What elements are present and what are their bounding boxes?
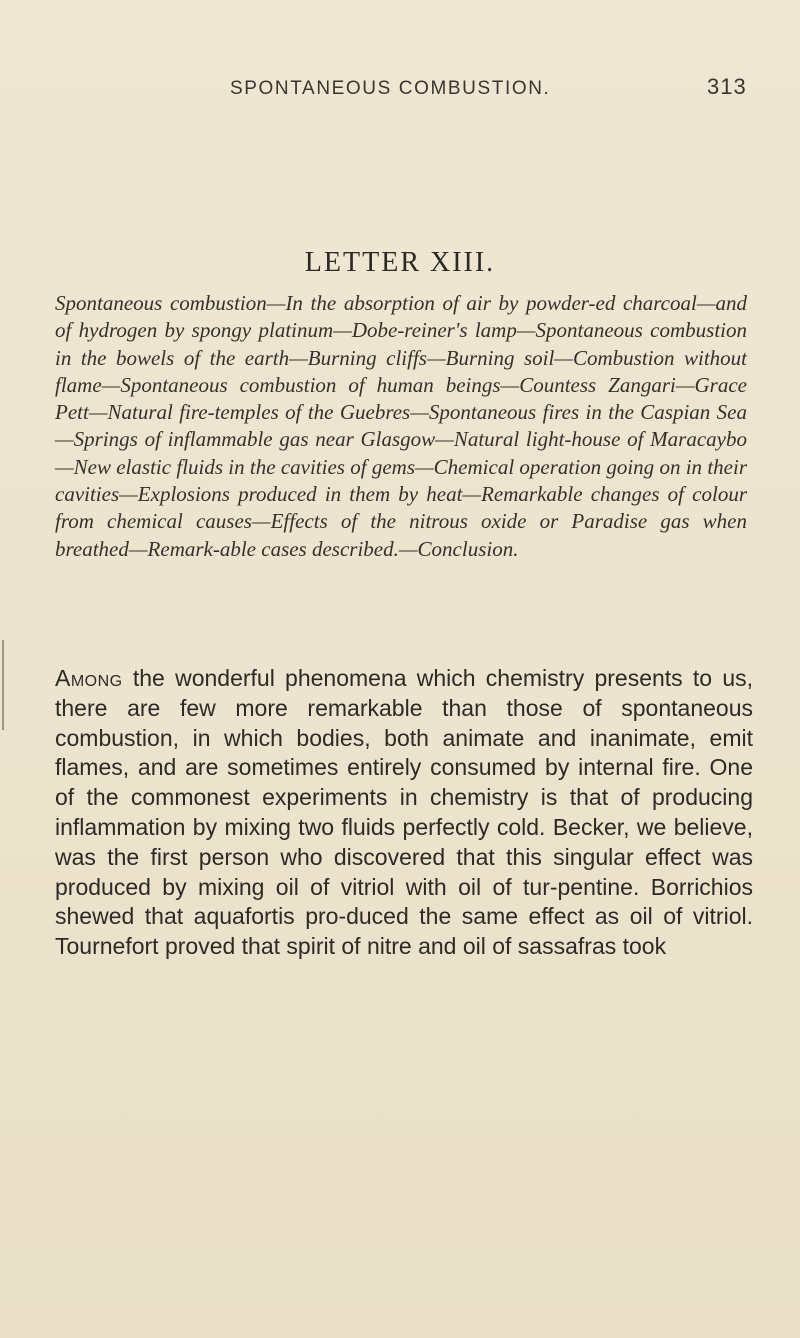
paragraph-text: the wonderful phenomena which chemistry presents to us, there are few more remarkable than those of spontaneous combustion, in which bodies, both animate and inanimate, emit flames, and are sometimes entirely consumed by internal fire. One of the commonest experiments in chemistry is that of producing inflammation by mixing two fluids perfectly cold. Becker, we believe, was the first person who discovered that this singular effect was produced by mixing oil of vitriol with oil of tur-pentine. Borrichios shewed that aquafortis pro-duced the same effect as oil of vitriol. Tournefort proved that spirit of nitre and oil of sassafras took [55, 665, 753, 960]
letter-title: LETTER XIII. [304, 247, 496, 278]
page-edge-mark [2, 640, 4, 730]
running-head: SPONTANEOUS COMBUSTION. [230, 78, 551, 99]
lead-word: Among [55, 665, 123, 691]
body-paragraph [55, 664, 753, 962]
page-number: 313 [707, 74, 747, 99]
chapter-summary: Spontaneous combustion—In the absorption of air by powder-ed charcoal—and of hydrogen by spongy platinum—Dobe-reiner's lamp—Spontaneous combustion in the bowels of the earth—Burning cliffs—Burning soil—Combustion without flame—Spontaneous combustion of human beings—Countess Zangari—Grace Pett—Natural fire-temples of the Guebres—Spontaneous fires in the Caspian Sea—Springs of inflammable gas near Glasgow—Natural light-house of Maracaybo—New elastic fluids in the cavities of gems—Chemical operation going on in their cavities—Explosions produced in them by heat—Remarkable changes of colour from chemical causes—Effects of the nitrous oxide or Paradise gas when breathed—Remark-able cases described.—Conclusion. [55, 291, 747, 561]
